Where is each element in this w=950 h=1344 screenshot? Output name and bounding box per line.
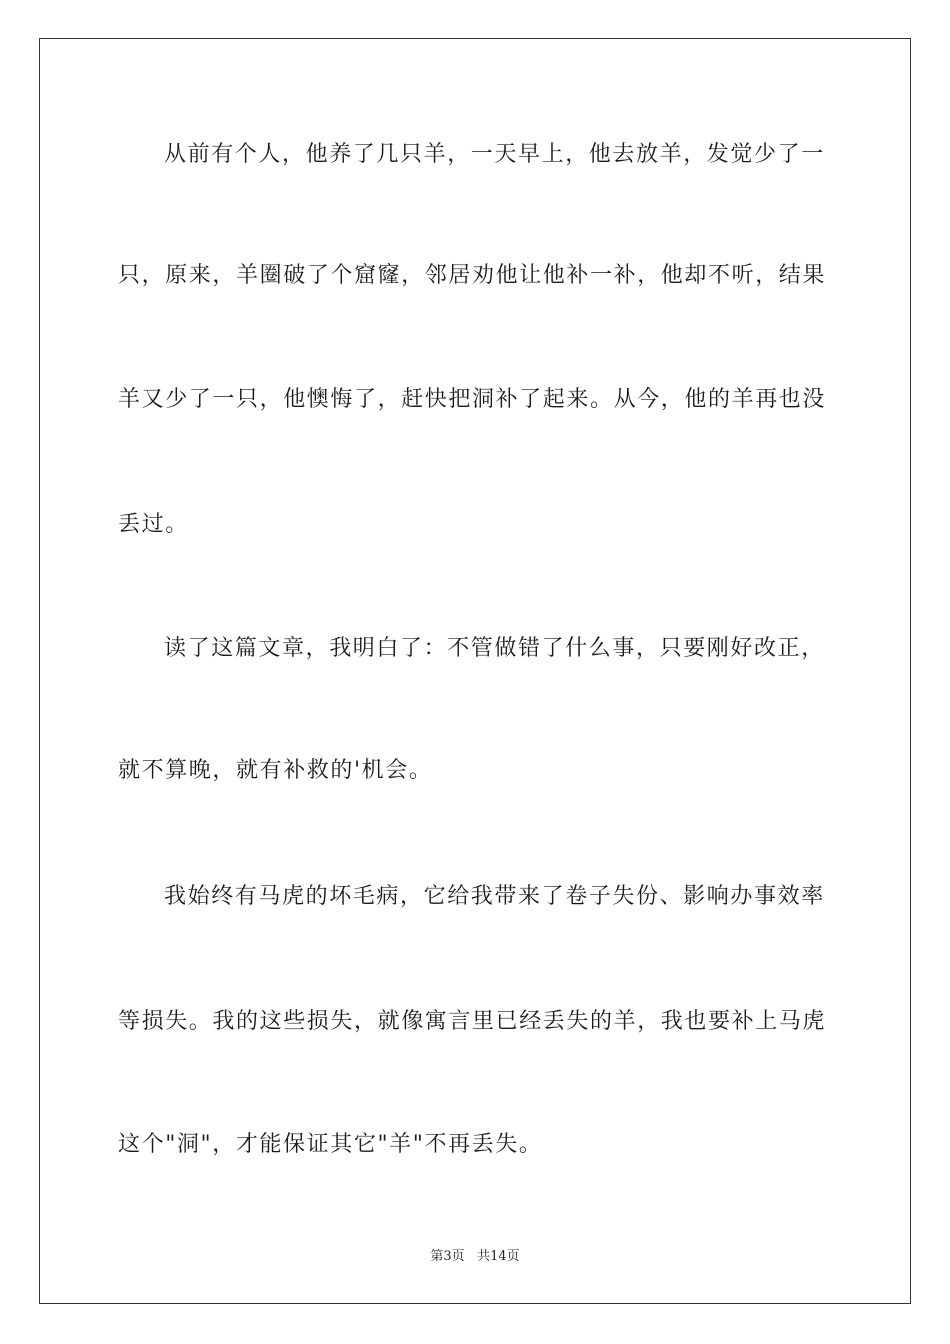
- paragraph-3-line-1: 我始终有马虎的坏毛病，它给我带来了卷子失份、影响办事效率: [164, 884, 825, 909]
- paragraph-3-line-2: 等损失。我的这些损失，就像寓言里已经丢失的羊，我也要补上马虎: [118, 1009, 827, 1034]
- paragraph-1-line-1: 从前有个人，他养了几只羊，一天早上，他去放羊，发觉少了一: [164, 142, 825, 167]
- paragraph-2-line-1: 读了这篇文章，我明白了：不管做错了什么事，只要刚好改正，: [164, 636, 825, 661]
- paragraph-3-line-3: 这个"洞"，才能保证其它"羊"不再丢失。: [118, 1132, 543, 1157]
- paragraph-1-line-3: 羊又少了一只，他懊悔了，赶快把洞补了起来。从今，他的羊再也没: [118, 387, 827, 412]
- page-frame: [39, 38, 911, 1304]
- paragraph-2-line-2: 就不算晚，就有补救的'机会。: [118, 758, 433, 783]
- page-number: 第3页: [430, 1249, 465, 1264]
- paragraph-1-line-2: 只，原来，羊圈破了个窟窿，邻居劝他让他补一补，他却不听，结果: [118, 263, 827, 288]
- paragraph-1-line-4: 丢过。: [118, 512, 189, 537]
- page-footer: [0, 1245, 950, 1264]
- page-total: 共14页: [477, 1249, 520, 1264]
